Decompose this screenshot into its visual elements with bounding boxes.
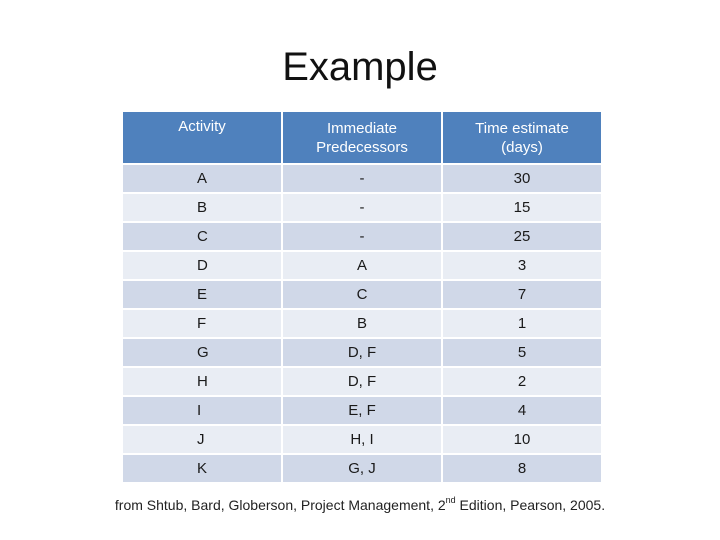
cell-activity: D	[123, 252, 281, 279]
cell-predecessors: B	[283, 310, 441, 337]
table-row	[123, 223, 601, 250]
cell-time: 7	[443, 281, 601, 308]
cell-predecessors: C	[283, 281, 441, 308]
cell-predecessors: D, F	[283, 368, 441, 395]
header-predecessors-line2: Predecessors	[316, 138, 408, 156]
source-text-after: Edition, Pearson, 2005.	[455, 497, 606, 513]
header-time-estimate	[443, 112, 601, 163]
table-row	[123, 339, 601, 366]
cell-predecessors: -	[283, 165, 441, 192]
cell-time: 15	[443, 194, 601, 221]
cell-activity: B	[123, 194, 281, 221]
cell-time: 30	[443, 165, 601, 192]
table-row	[123, 310, 601, 337]
activity-table	[121, 110, 603, 484]
cell-time: 1	[443, 310, 601, 337]
source-text-before: from Shtub, Bard, Globerson, Project Management, 2	[114, 497, 446, 513]
cell-time: 8	[443, 455, 601, 482]
source-citation	[0, 497, 720, 513]
cell-activity: E	[123, 281, 281, 308]
source-superscript: nd	[445, 495, 456, 505]
cell-time: 3	[443, 252, 601, 279]
header-activity	[123, 112, 281, 163]
table-row	[123, 455, 601, 482]
header-predecessors	[283, 112, 441, 163]
header-time-line1: Time estimate	[475, 119, 569, 137]
cell-predecessors: E, F	[283, 397, 441, 424]
cell-activity: H	[123, 368, 281, 395]
cell-predecessors: H, I	[283, 426, 441, 453]
cell-predecessors: G, J	[283, 455, 441, 482]
cell-time: 4	[443, 397, 601, 424]
table-row	[123, 397, 601, 424]
slide-title: Example	[282, 45, 438, 89]
table-row	[123, 426, 601, 453]
cell-activity: C	[123, 223, 281, 250]
cell-time: 25	[443, 223, 601, 250]
cell-activity: G	[123, 339, 281, 366]
cell-time: 2	[443, 368, 601, 395]
header-activity-label: Activity	[178, 118, 226, 135]
table-row	[123, 252, 601, 279]
table-row	[123, 368, 601, 395]
cell-predecessors: A	[283, 252, 441, 279]
header-time-line2: (days)	[501, 138, 543, 156]
cell-predecessors: D, F	[283, 339, 441, 366]
cell-predecessors: -	[283, 223, 441, 250]
cell-time: 5	[443, 339, 601, 366]
table-header-row	[123, 112, 601, 163]
table-row	[123, 194, 601, 221]
table-row	[123, 281, 601, 308]
cell-activity: I	[123, 397, 281, 424]
cell-activity: A	[123, 165, 281, 192]
table-row	[123, 165, 601, 192]
cell-time: 10	[443, 426, 601, 453]
cell-predecessors: -	[283, 194, 441, 221]
cell-activity: J	[123, 426, 281, 453]
cell-activity: F	[123, 310, 281, 337]
cell-activity: K	[123, 455, 281, 482]
header-predecessors-line1: Immediate	[326, 119, 398, 137]
